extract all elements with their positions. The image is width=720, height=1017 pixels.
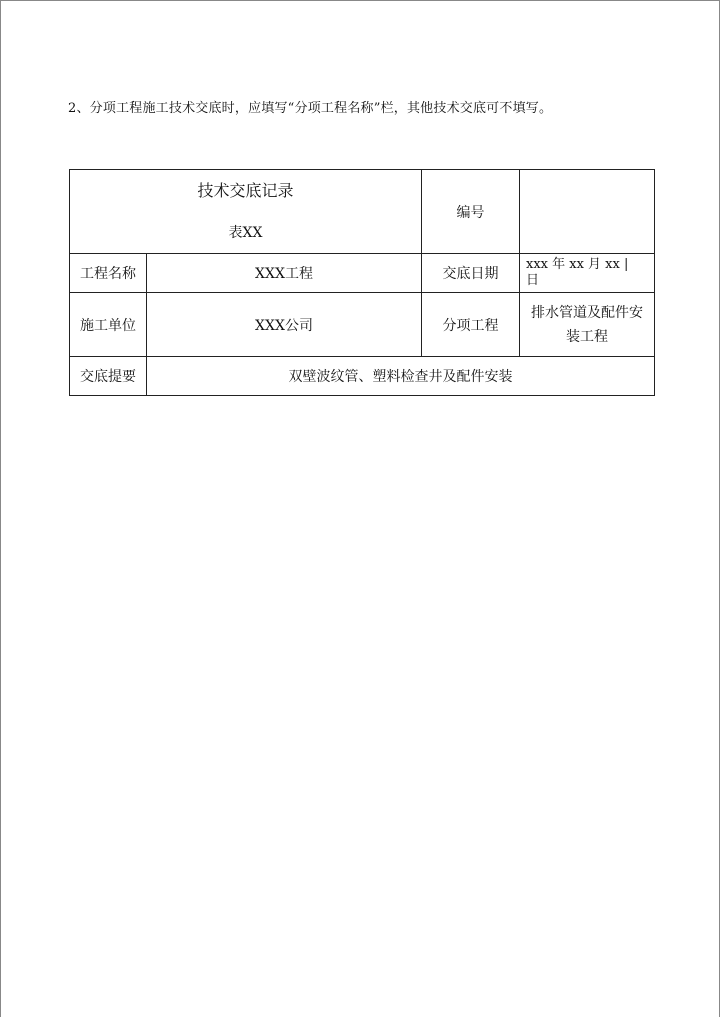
project-row [70,254,655,293]
project-name-value: XXX工程 [147,254,422,293]
unit-label: 施工单位 [70,293,147,357]
summary-value: 双壁波纹管、塑料检查井及配件安装 [147,357,655,396]
table-title: 技术交底记录 [197,181,294,200]
number-label: 编号 [422,170,520,254]
instruction-note: 2、分项工程施工技术交底时，应填写“分项工程名称”栏，其他技术交底可不填写。 [68,101,553,116]
unit-value: XXX公司 [147,293,422,357]
subproject-label: 分项工程 [422,293,520,357]
date-value-line1: xxx 年 xx 月 xx | [526,257,629,272]
subproject-value: 排水管道及配件安装工程 [520,293,655,357]
unit-row [70,293,655,357]
project-name-label: 工程名称 [70,254,147,293]
form-number: 表XX [228,225,263,241]
summary-row [70,357,655,396]
page-top-edge [0,0,720,1]
number-value [520,170,655,254]
date-value-line2: 日 [526,273,540,288]
technical-briefing-record-table [69,169,655,396]
date-label: 交底日期 [422,254,520,293]
page-left-edge [0,0,1,1017]
summary-label: 交底提要 [70,357,147,396]
title-cell [70,170,422,254]
date-value [520,254,655,293]
table-title-row [70,170,655,254]
